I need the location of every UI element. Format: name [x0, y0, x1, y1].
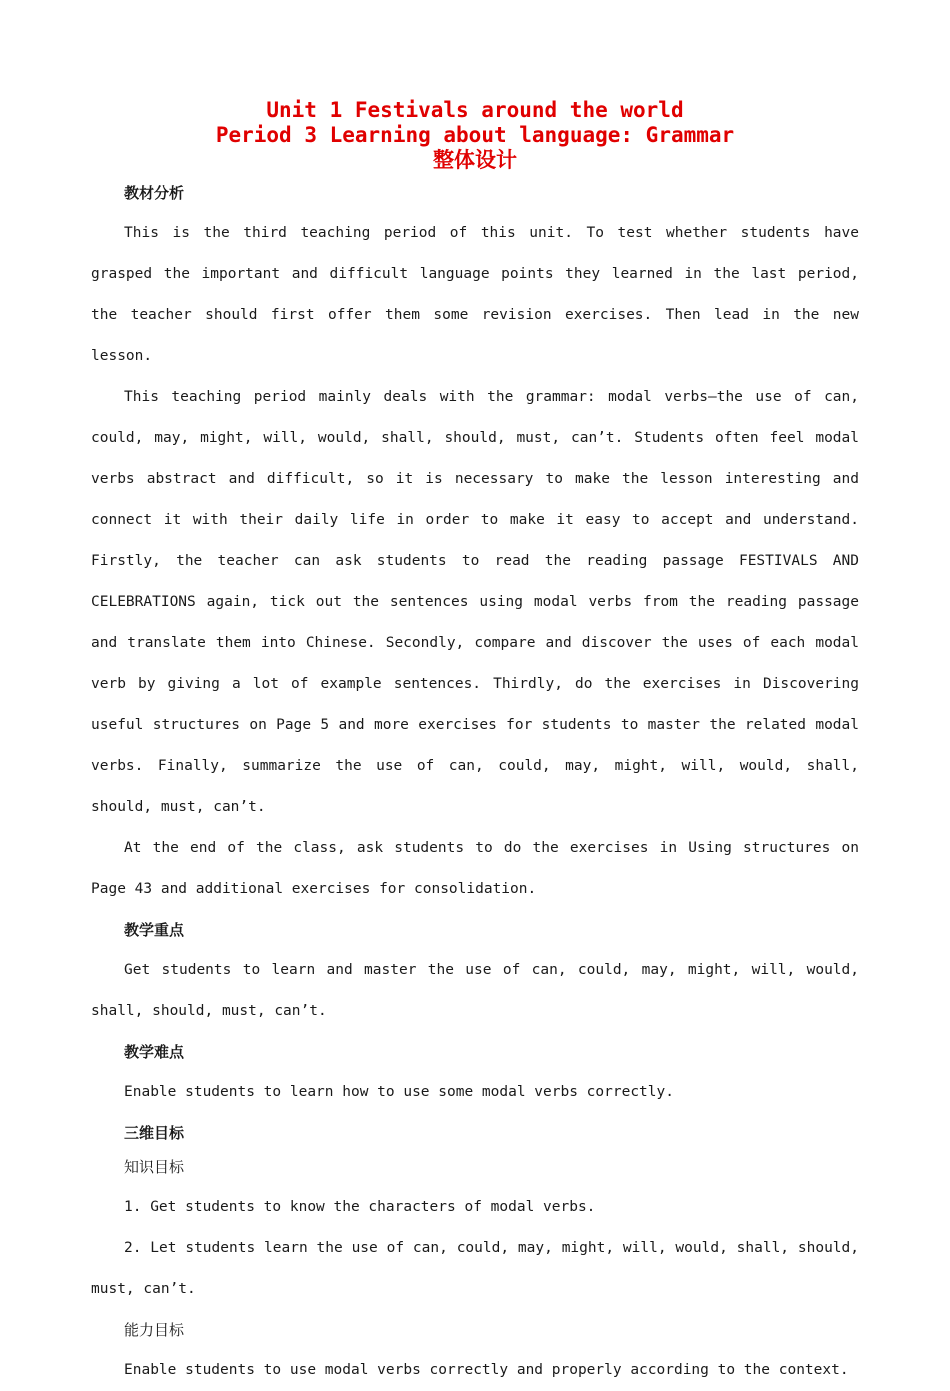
paragraph-analysis-2: This teaching period mainly deals with the grammar: modal verbs—the use of can, could, may, might, will, would, shall, should, must, can’t. Students often feel modal verbs abstract and difficult, so it is necessary to make the lesson interesting and connect it with their daily life in order to make it easy to accept and understand. Firstly, the teacher can ask students to read the reading passage FESTIVALS AND CELEBRATIONS again, tick out the sentences using modal verbs from the reading passage and translate them into Chinese. Secondly, compare and discover the uses of each modal verb by giving a lot of example sentences. Thirdly, do the exercises in Discovering useful structures on Page 5 and more exercises for students to master the related modal verbs. Finally, summarize the use of can, could, may, might, will, would, shall, should, must, can’t. [91, 389, 859, 815]
title-unit: Unit 1 Festivals around the world [266, 98, 684, 122]
paragraph-analysis-1: This is the third teaching period of this unit. To test whether students have grasped the important and difficult language points they learned in the last period, the teacher should first offer them some revision exercises. Then lead in the new lesson. [91, 225, 859, 364]
heading-textbook-analysis: 教材分析 [124, 184, 185, 202]
paragraph-ability-goals: Enable students to use modal verbs correctly and properly according to the context. [124, 1362, 849, 1378]
heading-three-dimensional-goals: 三维目标 [124, 1124, 185, 1142]
heading-teaching-difficulties: 教学难点 [124, 1043, 185, 1061]
title-overall-design: 整体设计 [433, 148, 517, 172]
heading-ability-goals: 能力目标 [124, 1321, 185, 1339]
paragraph-difficulties: Enable students to learn how to use some modal verbs correctly. [124, 1084, 674, 1100]
heading-teaching-key-points: 教学重点 [124, 921, 185, 939]
list-item-knowledge-1: 1. Get students to know the characters of modal verbs. [124, 1199, 596, 1215]
heading-knowledge-goals: 知识目标 [124, 1158, 185, 1176]
document-page [91, 98, 859, 1391]
paragraph-analysis-3: At the end of the class, ask students to do the exercises in Using structures on Page 43 and additional exercises for consolidation. [91, 840, 859, 897]
title-period: Period 3 Learning about language: Grammar [215, 123, 735, 147]
paragraph-key-points: Get students to learn and master the use of can, could, may, might, will, would, shall, should, must, can’t. [91, 962, 859, 1019]
list-item-knowledge-2: 2. Let students learn the use of can, could, may, might, will, would, shall, should, must, can’t. [91, 1240, 859, 1297]
